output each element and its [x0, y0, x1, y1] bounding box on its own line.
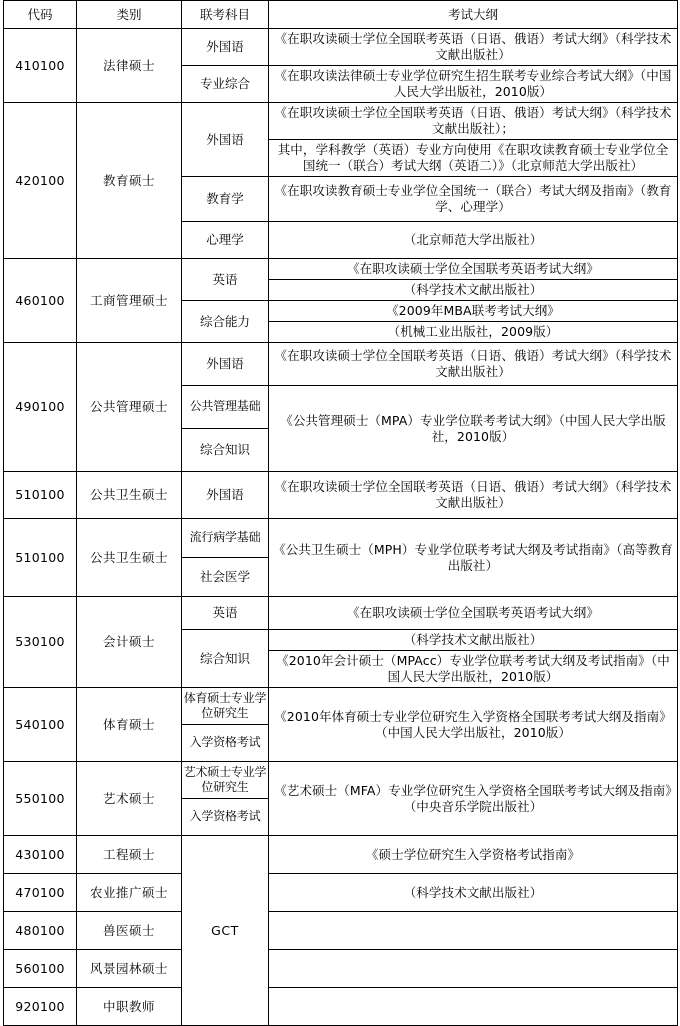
header-cell-outline: 考试大纲 [269, 1, 678, 29]
table-row [4, 836, 678, 874]
cell-subject: 英语 [182, 259, 269, 301]
cell-category: 公共卫生硕士 [77, 519, 182, 597]
cell-subject: 外国语 [182, 103, 269, 177]
cell-category: 艺术硕士 [77, 762, 182, 836]
cell-code: 420100 [4, 103, 77, 259]
cell-category: 风景园林硕士 [77, 950, 182, 988]
table-row [4, 259, 678, 280]
cell-category: 教育硕士 [77, 103, 182, 259]
table-row [4, 343, 678, 386]
cell-code: 530100 [4, 597, 77, 688]
cell-outline: （北京师范大学出版社） [269, 222, 678, 259]
cell-code: 510100 [4, 519, 77, 597]
cell-subject: 入学资格考试 [182, 799, 269, 836]
cell-outline: （科学技术文献出版社） [269, 874, 678, 912]
cell-category: 农业推广硕士 [77, 874, 182, 912]
cell-outline: 《在职攻读硕士学位全国联考英语（日语、俄语）考试大纲》（科学技术文献出版社）； [269, 103, 678, 140]
cell-outline: 其中，学科教学（英语）专业方向使用《在职攻读教育硕士专业学位全国统一（联合）考试大纲（英语二）》（北京师范大学出版社） [269, 140, 678, 177]
cell-outline: 《在职攻读硕士学位全国联考英语（日语、俄语）考试大纲》（科学技术文献出版社） [269, 472, 678, 519]
cell-subject: 艺术硕士专业学位研究生 [182, 762, 269, 799]
cell-code: 410100 [4, 29, 77, 103]
cell-category: 工商管理硕士 [77, 259, 182, 343]
cell-subject: 综合知识 [182, 429, 269, 472]
cell-outline [269, 988, 678, 1026]
cell-subject: 流行病学基础 [182, 519, 269, 558]
cell-code: 540100 [4, 688, 77, 762]
cell-subject-gct: GCT [182, 836, 269, 1026]
exam-outline-table [3, 0, 678, 1026]
header-cell-code: 代码 [4, 1, 77, 29]
cell-code: 920100 [4, 988, 77, 1026]
cell-category: 公共管理硕士 [77, 343, 182, 472]
cell-outline: （机械工业出版社，2009版） [269, 322, 678, 343]
cell-category: 兽医硕士 [77, 912, 182, 950]
cell-outline: 《在职攻读硕士学位全国联考英语（日语、俄语）考试大纲》（科学技术文献出版社） [269, 29, 678, 66]
cell-outline: 《在职攻读硕士学位全国联考英语考试大纲》 [269, 259, 678, 280]
table-header [4, 1, 678, 29]
table-row [4, 688, 678, 725]
cell-code: 480100 [4, 912, 77, 950]
table-row [4, 762, 678, 799]
cell-subject: 入学资格考试 [182, 725, 269, 762]
cell-subject: 专业综合 [182, 66, 269, 103]
table-row [4, 597, 678, 630]
cell-code: 470100 [4, 874, 77, 912]
cell-subject: 社会医学 [182, 558, 269, 597]
header-row [4, 1, 678, 29]
cell-outline: 《2010年体育硕士专业学位研究生入学资格全国联考考试大纲及指南》（中国人民大学出版社，2010版） [269, 688, 678, 762]
cell-outline: 《2009年MBA联考考试大纲》 [269, 301, 678, 322]
cell-subject: 心理学 [182, 222, 269, 259]
cell-outline: 《2010年会计硕士（MPAcc）专业学位联考考试大纲及考试指南》（中国人民大学出版社，2010版） [269, 651, 678, 688]
cell-category: 法律硕士 [77, 29, 182, 103]
cell-outline: 《公共卫生硕士（MPH）专业学位联考考试大纲及考试指南》（高等教育出版社） [269, 519, 678, 597]
table-row [4, 912, 678, 950]
cell-outline: 《在职攻读教育硕士专业学位全国统一（联合）考试大纲及指南》（教育学、心理学） [269, 177, 678, 222]
cell-outline: （科学技术文献出版社） [269, 280, 678, 301]
cell-outline: 《在职攻读硕士学位全国联考英语（日语、俄语）考试大纲》（科学技术文献出版社） [269, 343, 678, 386]
table-row [4, 988, 678, 1026]
table-row [4, 519, 678, 558]
cell-subject: 体育硕士专业学位研究生 [182, 688, 269, 725]
cell-outline: 《公共管理硕士（MPA）专业学位联考考试大纲》（中国人民大学出版社，2010版） [269, 386, 678, 472]
cell-code: 510100 [4, 472, 77, 519]
cell-outline: （科学技术文献出版社） [269, 630, 678, 651]
cell-category: 公共卫生硕士 [77, 472, 182, 519]
cell-outline: 《艺术硕士（MFA）专业学位研究生入学资格全国联考考试大纲及指南》（中央音乐学院出版社） [269, 762, 678, 836]
table-body [4, 29, 678, 1026]
cell-subject: 外国语 [182, 343, 269, 386]
cell-code: 460100 [4, 259, 77, 343]
cell-subject: 综合能力 [182, 301, 269, 343]
cell-subject: 外国语 [182, 29, 269, 66]
cell-category: 会计硕士 [77, 597, 182, 688]
cell-category: 中职教师 [77, 988, 182, 1026]
cell-code: 560100 [4, 950, 77, 988]
header-cell-category: 类别 [77, 1, 182, 29]
cell-outline: 《硕士学位研究生入学资格考试指南》 [269, 836, 678, 874]
cell-code: 430100 [4, 836, 77, 874]
cell-category: 工程硕士 [77, 836, 182, 874]
header-cell-subject: 联考科目 [182, 1, 269, 29]
cell-code: 490100 [4, 343, 77, 472]
table-row [4, 472, 678, 519]
cell-outline: 《在职攻读硕士学位全国联考英语考试大纲》 [269, 597, 678, 630]
table-row [4, 103, 678, 140]
cell-subject: 公共管理基础 [182, 386, 269, 429]
cell-outline: 《在职攻读法律硕士专业学位研究生招生联考专业综合考试大纲》（中国人民大学出版社，2010版） [269, 66, 678, 103]
table-row [4, 950, 678, 988]
cell-subject: 英语 [182, 597, 269, 630]
cell-outline [269, 912, 678, 950]
cell-subject: 外国语 [182, 472, 269, 519]
table-row [4, 29, 678, 66]
cell-outline [269, 950, 678, 988]
cell-code: 550100 [4, 762, 77, 836]
cell-subject: 教育学 [182, 177, 269, 222]
table-row [4, 874, 678, 912]
cell-category: 体育硕士 [77, 688, 182, 762]
cell-subject: 综合知识 [182, 630, 269, 688]
